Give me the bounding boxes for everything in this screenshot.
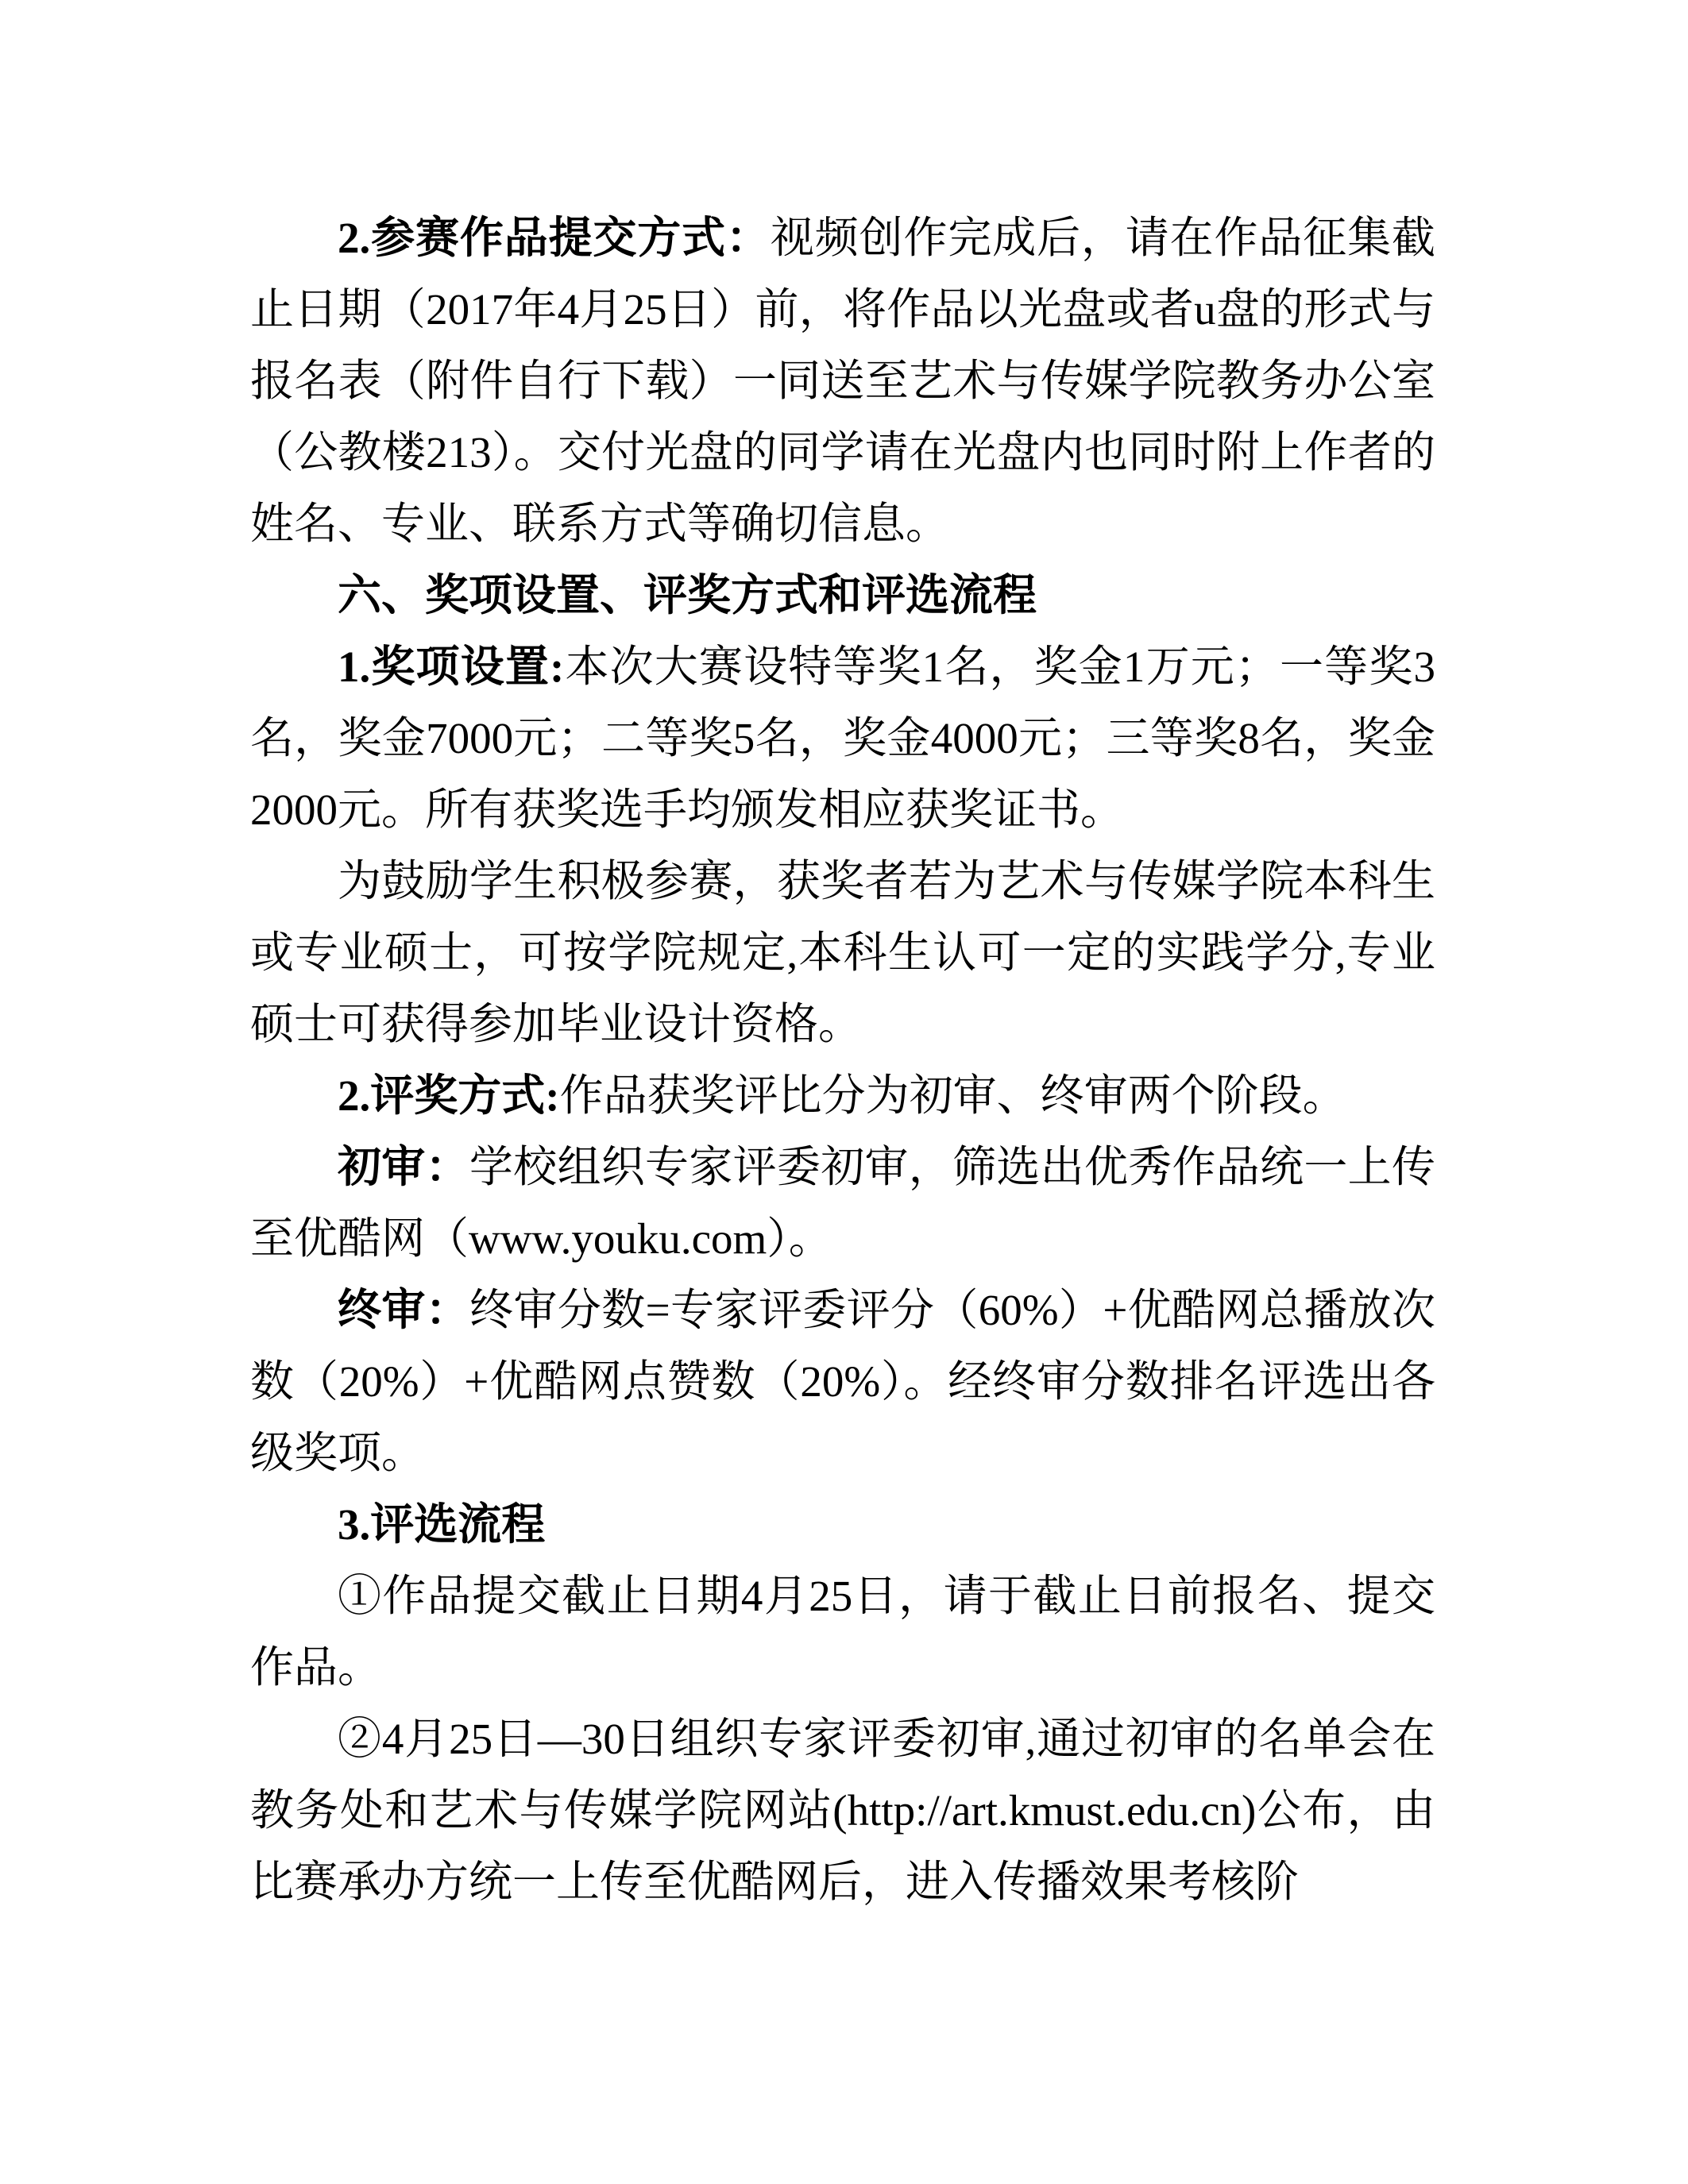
heading-selection-process — [250, 1489, 1435, 1561]
paragraph-step-2 — [250, 1704, 1435, 1918]
document-body — [250, 203, 1435, 1918]
judging-method-body: 作品获奖评比分为初审、终审两个阶段。 — [559, 1071, 1346, 1120]
submission-method-label: 2.参赛作品提交方式： — [338, 214, 771, 262]
step-2-body: ②4月25日—30日组织专家评委初审,通过初审的名单会在教务处和艺术与传媒学院网站(http://art.kmust.edu.cn)公布，由比赛承办方统一上传至优酷网后，进入传播效果考核阶 — [250, 1715, 1435, 1906]
preliminary-review-label: 初审： — [338, 1143, 469, 1191]
encouragement-body: 为鼓励学生积极参赛，获奖者若为艺术与传媒学院本科生或专业硕士，可按学院规定,本科生认可一定的实践学分,专业硕士可获得参加毕业设计资格。 — [250, 857, 1435, 1048]
paragraph-step-1 — [250, 1561, 1435, 1704]
judging-method-label: 2.评奖方式: — [338, 1071, 560, 1120]
preliminary-review-body: 学校组织专家评委初审，筛选出优秀作品统一上传至优酷网（www.youku.com）。 — [250, 1143, 1435, 1263]
paragraph-preliminary-review — [250, 1132, 1435, 1275]
award-setup-label: 1.奖项设置: — [338, 642, 565, 691]
section-heading-awards-text: 六、奖项设置、评奖方式和评选流程 — [338, 571, 1037, 619]
selection-process-heading-text: 3.评选流程 — [338, 1500, 546, 1549]
final-review-body: 终审分数=专家评委评分（60%）+优酷网总播放次数（20%）+优酷网点赞数（20%）。经终审分数排名评选出各级奖项。 — [250, 1286, 1435, 1477]
paragraph-final-review — [250, 1275, 1435, 1489]
award-setup-body: 本次大赛设特等奖1名，奖金1万元；一等奖3名，奖金7000元；二等奖5名，奖金4000元；三等奖8名，奖金2000元。所有获奖选手均颁发相应获奖证书。 — [250, 642, 1435, 834]
section-heading-awards — [250, 560, 1435, 631]
paragraph-submission-method — [250, 203, 1435, 560]
paragraph-judging-method — [250, 1060, 1435, 1132]
step-1-body: ①作品提交截止日期4月25日，请于截止日前报名、提交作品。 — [250, 1572, 1435, 1692]
paragraph-encouragement — [250, 846, 1435, 1060]
submission-method-body: 视频创作完成后，请在作品征集截止日期（2017年4月25日）前，将作品以光盘或者u盘的形式与报名表（附件自行下载）一同送至艺术与传媒学院教务办公室（公教楼213）。交付光盘的同学请在光盘内也同时附上作者的姓名、专业、联系方式等确切信息。 — [250, 214, 1435, 548]
paragraph-award-setup — [250, 631, 1435, 846]
final-review-label: 终审： — [338, 1286, 470, 1334]
